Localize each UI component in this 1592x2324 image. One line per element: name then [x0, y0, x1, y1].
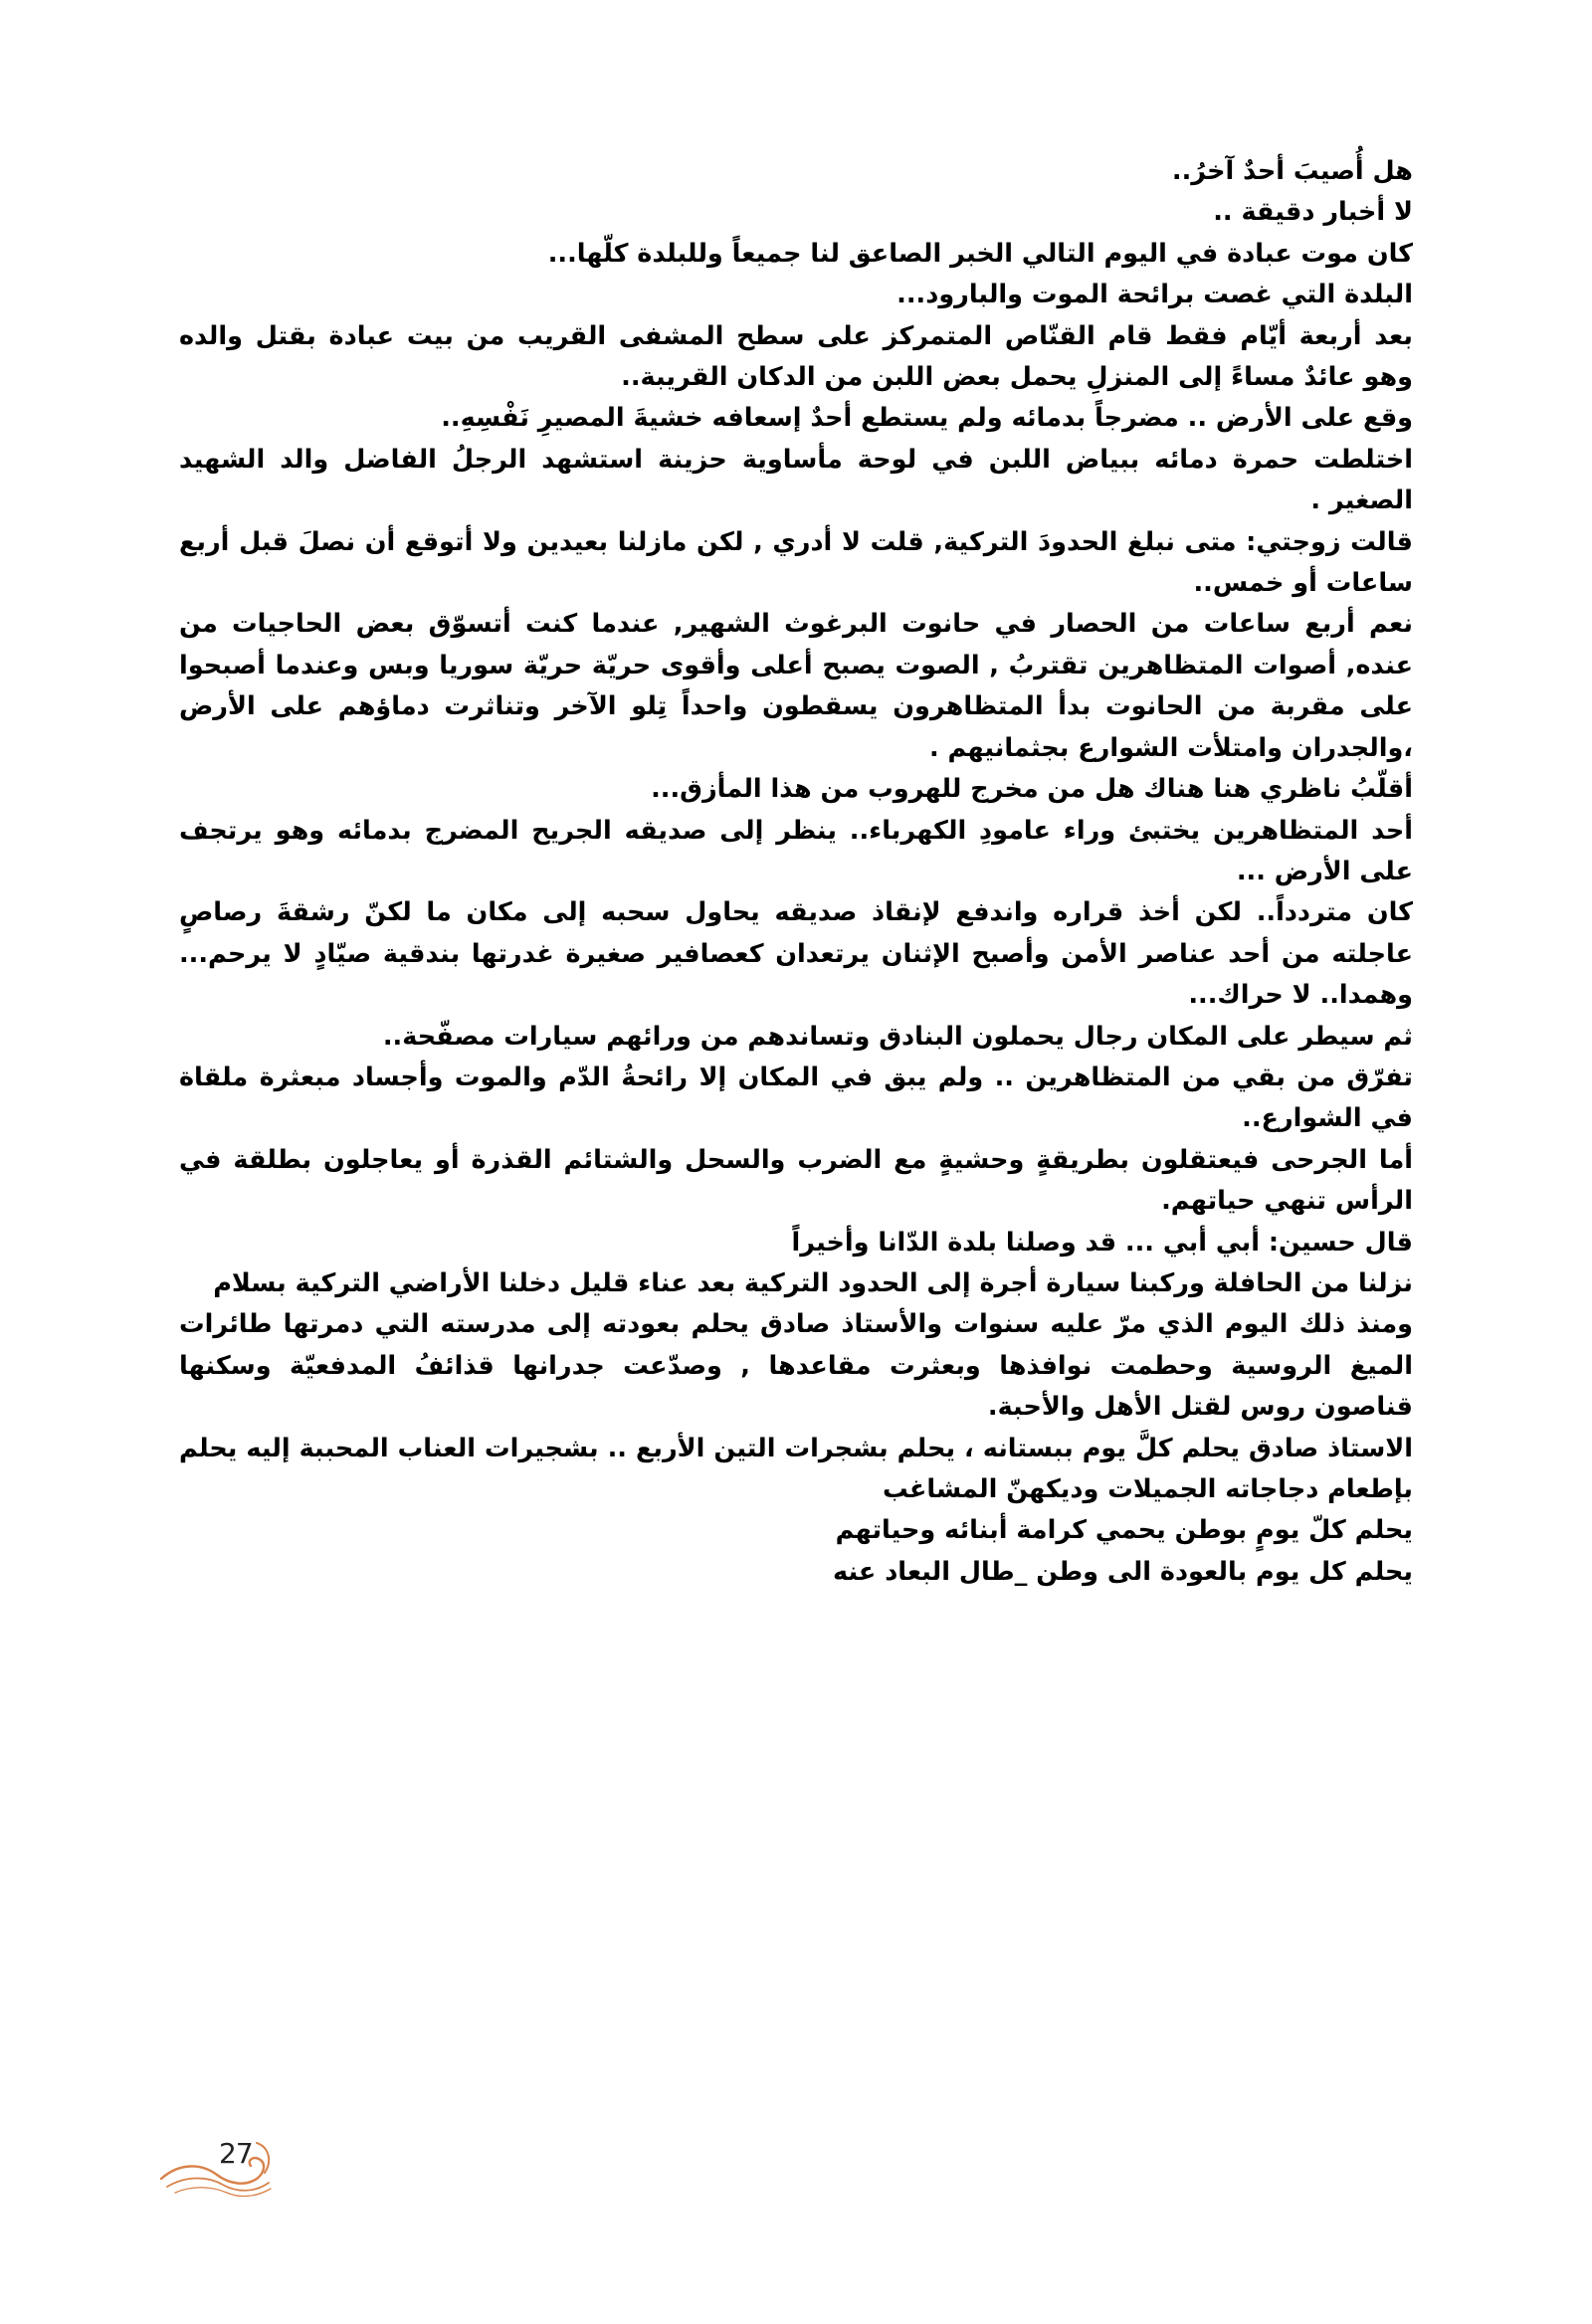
paragraph: البلدة التي غصت برائحة الموت والبارود...	[896, 280, 1413, 310]
page-footer	[157, 2133, 287, 2203]
paragraph: كان موت عبادة في اليوم التالي الخبر الصاعق لنا جميعاً وللبلدة كلّها...	[547, 238, 1413, 269]
paragraph: قال حسين: أبي أبي ... قد وصلنا بلدة الدّانا وأخيراً	[791, 1227, 1413, 1258]
paragraph: أما الجرحى فيعتقلون بطريقةٍ وحشيةٍ مع الضرب والسحل والشتائم القذرة أو يعاجلون بطلقة في الرأس تنهي حياتهم.	[179, 1144, 1413, 1217]
paragraph: ومنذ ذلك اليوم الذي مرّ عليه سنوات والأستاذ صادق يحلم بعودته إلى مدرسته التي دمرتها طائرات الميغ الروسية وحطمت نوافذها وبعثرت مقاعدها , وصدّعت جدرانها قذائفُ المدفعيّة وسكنها قناصون روس لقتل الأهل والأحبة.	[179, 1309, 1413, 1423]
paragraph: أقلّبُ ناظري هنا هناك هل من مخرج للهروب من هذا المأزق...	[651, 774, 1413, 805]
paragraph: الاستاذ صادق يحلم كلَّ يوم ببستانه ، يحلم بشجرات التين الأربع .. بشجيرات العناب المحببة إليه يحلم بإطعام دجاجاته الجميلات وديكهنّ المشاغب	[179, 1433, 1413, 1504]
paragraph: تفرّق من بقي من المتظاهرين .. ولم يبق في المكان إلا رائحةُ الدّم والموت وأجساد مبعثرة ملقاة في الشوارع..	[179, 1062, 1413, 1134]
paragraph: كان متردداً.. لكن أخذ قراره واندفع لإنقاذ صديقه يحاول سحبه إلى مكان ما لكنّ رشقةَ رصاصٍ عاجلته من أحد عناصر الأمن وأصبح الإثنان يرتعدان كعصافير صغيرة غدرتها بندقية صيّادٍ لا يرحم... وهمدا.. لا حراك...	[179, 897, 1413, 1011]
paragraph: اختلطت حمرة دمائه ببياض اللبن في لوحة مأساوية حزينة استشهد الرجلُ الفاضل والد الشهيد الصغير .	[179, 444, 1413, 516]
paragraph: يحلم كل يوم بالعودة الى وطن _طال البعاد عنه	[833, 1556, 1413, 1587]
paragraph: نزلنا من الحافلة وركبنا سيارة أجرة إلى الحدود التركية بعد عناء قليل دخلنا الأراضي التركية بسلام	[213, 1267, 1413, 1298]
paragraph: بعد أربعة أيّام فقط قام القنّاص المتمركز على سطح المشفى القريب من بيت عبادة بقتل والده وهو عائدٌ مساءً إلى المنزلِ يحمل بعض اللبن من الدكان القريبة..	[179, 320, 1413, 393]
paragraph: ثم سيطر على المكان رجال يحملون البنادق وتساندهم من ورائهم سيارات مصفّحة..	[382, 1021, 1413, 1052]
paragraph: نعم أربع ساعات من الحصار في حانوت البرغوث الشهير, عندما كنت أتسوّق بعض الحاجيات من عنده, أصوات المتظاهرين تقتربُ , الصوت يصبح أعلى وأقوى حريّة حريّة سوريا وبس وعندما أصبحوا على مقربة من الحانوت بدأ المتظاهرون يسقطون واحداً تِلو الآخر وتناثرت دماؤهم على الأرض ،والجدران وامتلأت الشوارع بجثمانيهم .	[179, 609, 1413, 763]
paragraph: قالت زوجتي: متى نبلغ الحدودَ التركية, قلت لا أدري , لكن مازلنا بعيدين ولا أتوقع أن نصلَ قبل أربع ساعات أو خمس..	[179, 526, 1413, 599]
paragraph: لا أخبار دقيقة ..	[1213, 197, 1413, 228]
paragraph: هل أُصيبَ أحدٌ آخرُ..	[1171, 156, 1413, 186]
body-text	[179, 151, 1413, 1593]
page-number: 27	[219, 2137, 253, 2170]
paragraph: وقع على الأرض .. مضرجاً بدمائه ولم يستطع أحدٌ إسعافه خشيةَ المصيرِ نَفْسِهِ..	[441, 403, 1413, 434]
paragraph: يحلم كلّ يومٍ بوطن يحمي كرامة أبنائه وحياتهم	[835, 1515, 1413, 1546]
paragraph: أحد المتظاهرين يختبئ وراء عامودِ الكهرباء.. ينظر إلى صديقه الجريح المضرج بدمائه وهو يرتجف على الأرض ...	[179, 815, 1413, 886]
